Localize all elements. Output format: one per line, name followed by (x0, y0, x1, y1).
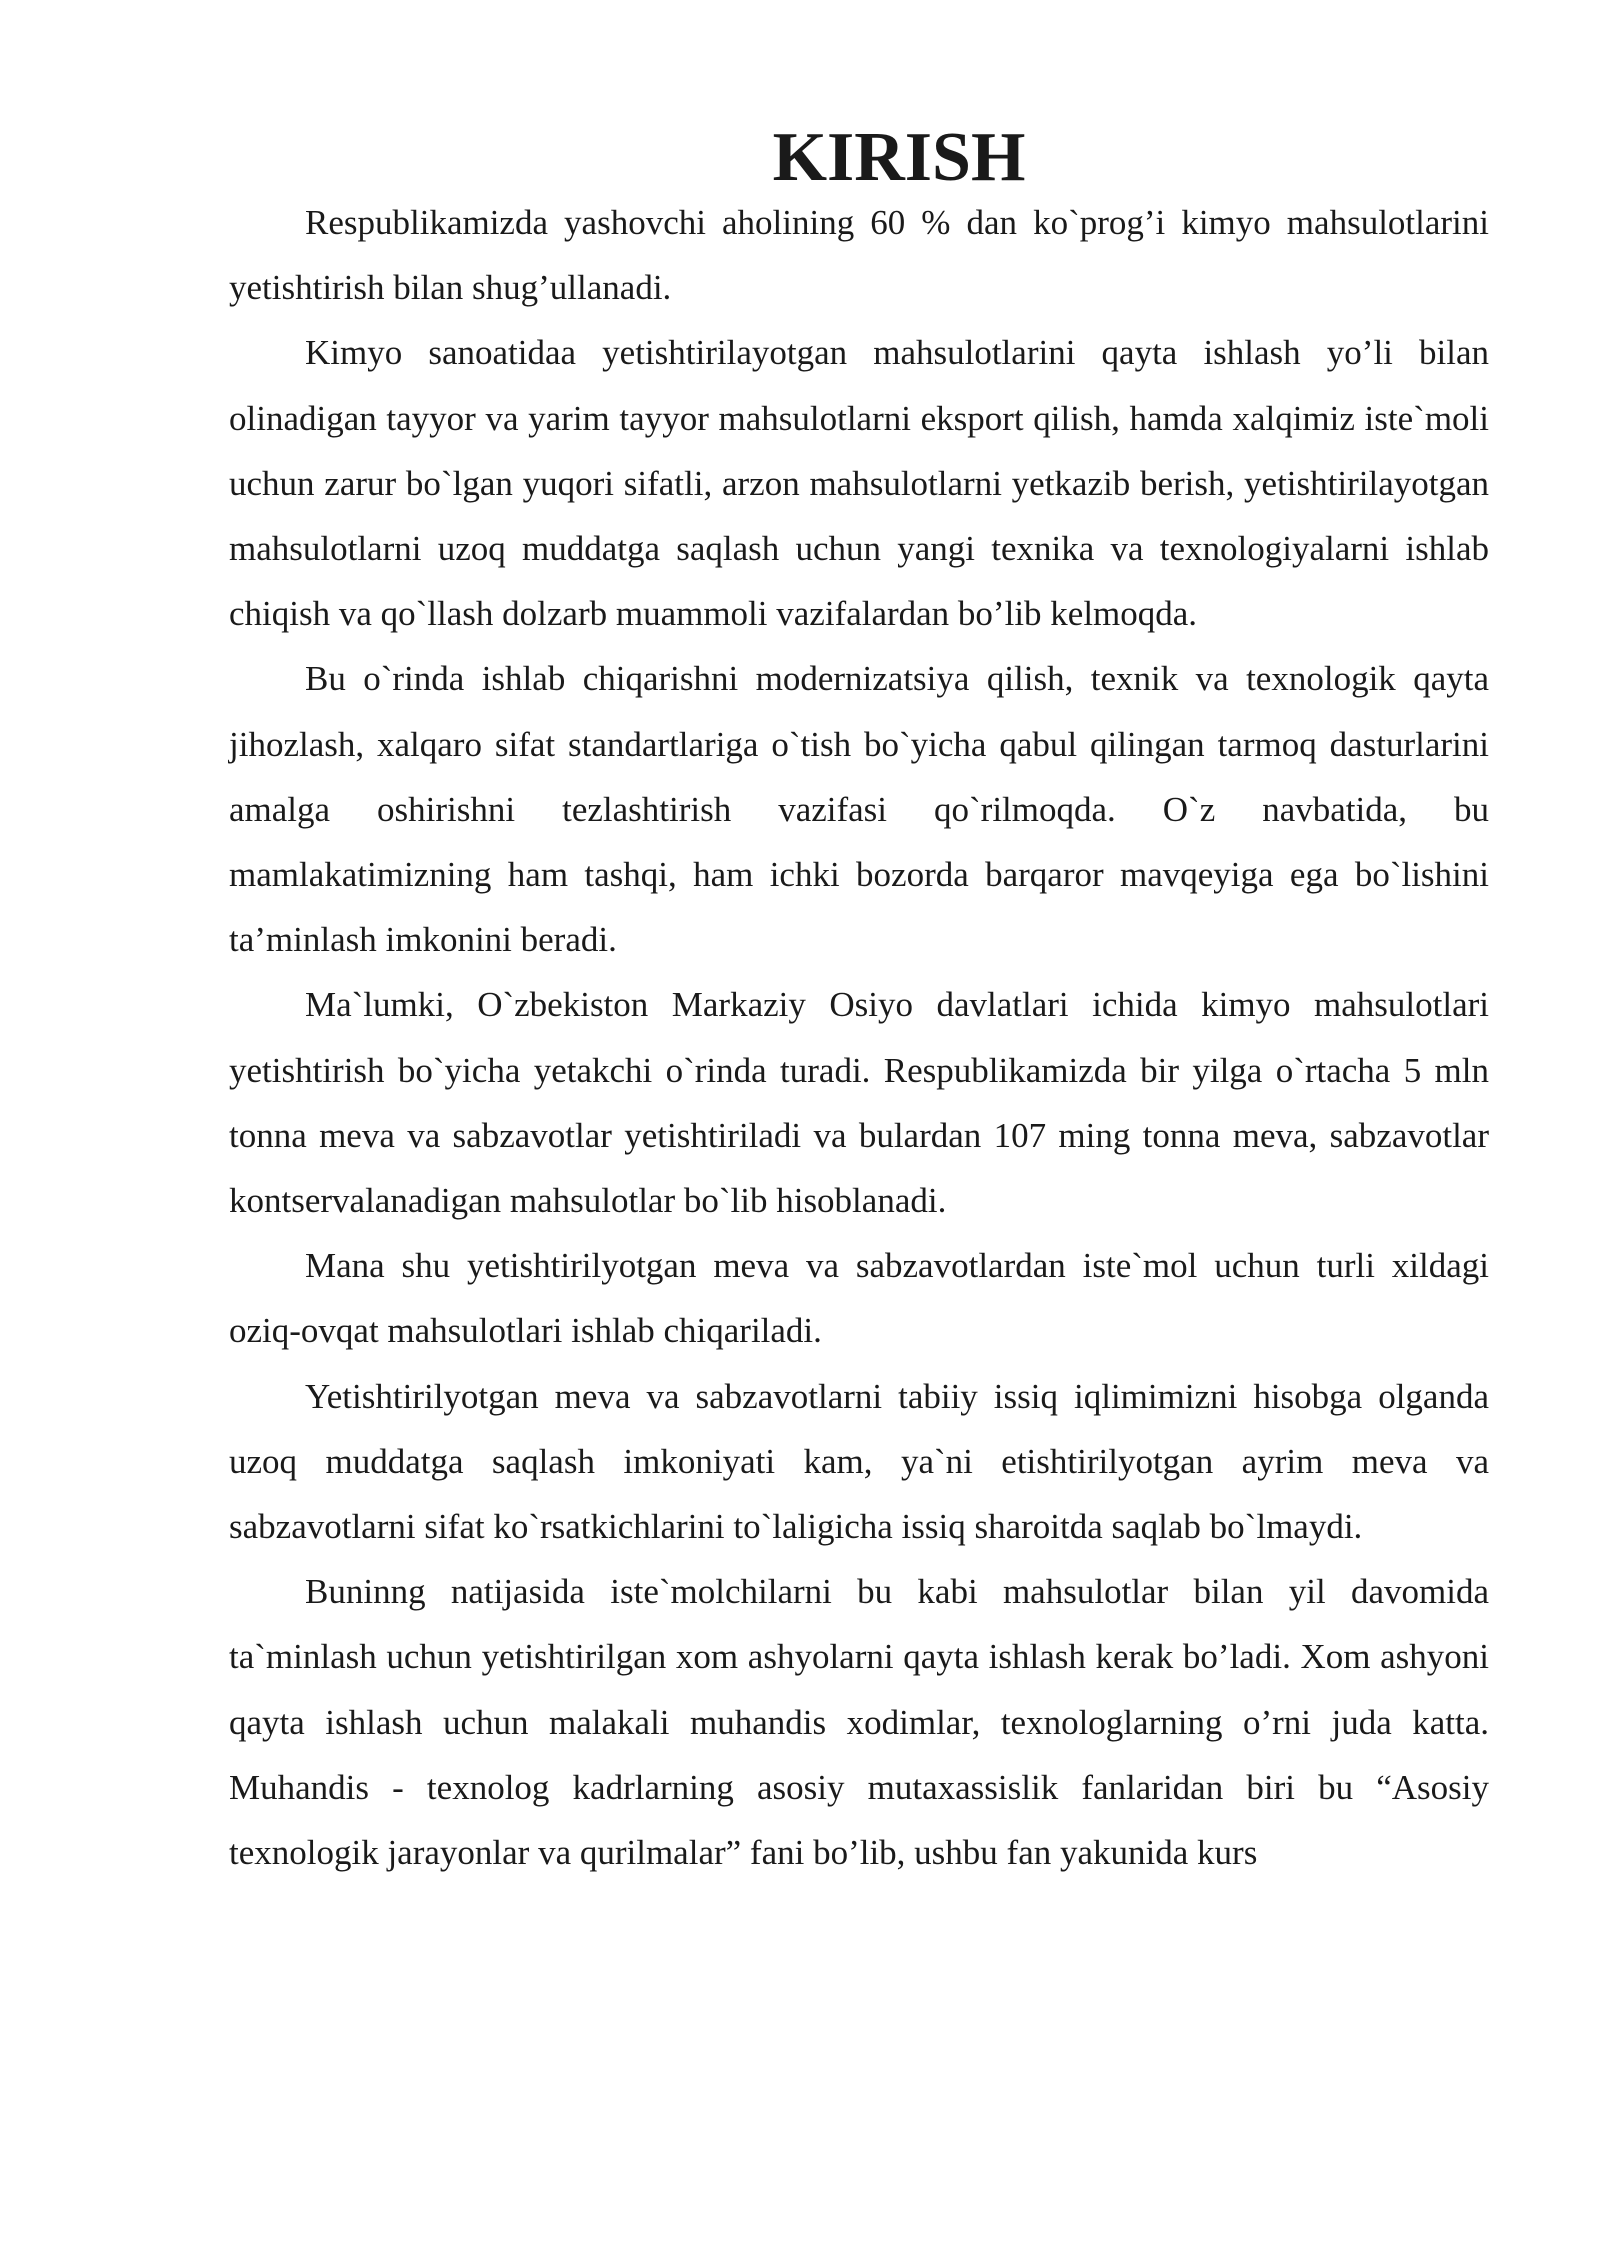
document-body (229, 119, 1489, 1885)
paragraph-2: Kimyo sanoatidaa yetishtirilayotgan mahsulotlarini qayta ishlash yo’li bilan olinadigan tayyor va yarim tayyor mahsulotlarni eksport qilish, hamda xalqimiz iste`moli uchun zarur bo`lgan yuqori sifatli, arzon mahsulotlarni yetkazib berish, yetishtirilayotgan mahsulotlarni uzoq muddatga saqlash uchun yangi texnika va texnologiyalarni ishlab chiqish va qo`llash dolzarb muammoli vazifalardan bo’lib kelmoqda. (229, 333, 1489, 634)
paragraph-7: Buninng natijasida iste`molchilarni bu kabi mahsulotlar bilan yil davomida ta`minlash uchun yetishtirilgan xom ashyolarni qayta ishlash kerak bo’ladi. Xom ashyoni qayta ishlash uchun malakali muhandis xodimlar, texnologlarning o’rni juda katta. Muhandis - texnolog kadrlarning asosiy mutaxassislik fanlaridan biri bu “Asosiy texnologik jarayonlar va qurilmalar” fani bo’lib, ushbu fan yakunida kurs (229, 1572, 1489, 1873)
paragraph-5: Mana shu yetishtirilyotgan meva va sabzavotlardan iste`mol uchun turli xildagi oziq-ovqat mahsulotlari ishlab chiqariladi. (229, 1246, 1489, 1351)
paragraph-1: Respublikamizda yashovchi aholining 60 % dan ko`prog’i kimyo mahsulotlarini yetishtirish bilan shug’ullanadi. (229, 203, 1489, 308)
paragraph-6: Yetishtirilyotgan meva va sabzavotlarni tabiiy issiq iqlimimizni hisobga olganda uzoq muddatga saqlash imkoniyati kam, ya`ni etishtirilyotgan ayrim meva va sabzavotlarni sifat ko`rsatkichlarini to`laligicha issiq sharoitda saqlab bo`lmaydi. (229, 1376, 1489, 1547)
page-title: KIRISH (772, 119, 1026, 196)
paragraph-3: Bu o`rinda ishlab chiqarishni modernizatsiya qilish, texnik va texnologik qayta jihozlash, xalqaro sifat standartlariga o`tish bo`yicha qabul qilingan tarmoq dasturlarini amalga oshirishni tezlashtirish vazifasi qo`rilmoqda. O`z navbatida, bu mamlakatimizning ham tashqi, ham ichki bozorda barqaror mavqeyiga ega bo`lishini ta’minlash imkonini beradi. (229, 659, 1489, 960)
paragraph-4: Ma`lumki, O`zbekiston Markaziy Osiyo davlatlari ichida kimyo mahsulotlari yetishtirish bo`yicha yetakchi o`rinda turadi. Respublikamizda bir yilga o`rtacha 5 mln tonna meva va sabzavotlar yetishtiriladi va bulardan 107 ming tonna meva, sabzavotlar kontservalanadigan mahsulotlar bo`lib hisoblanadi. (229, 985, 1489, 1221)
